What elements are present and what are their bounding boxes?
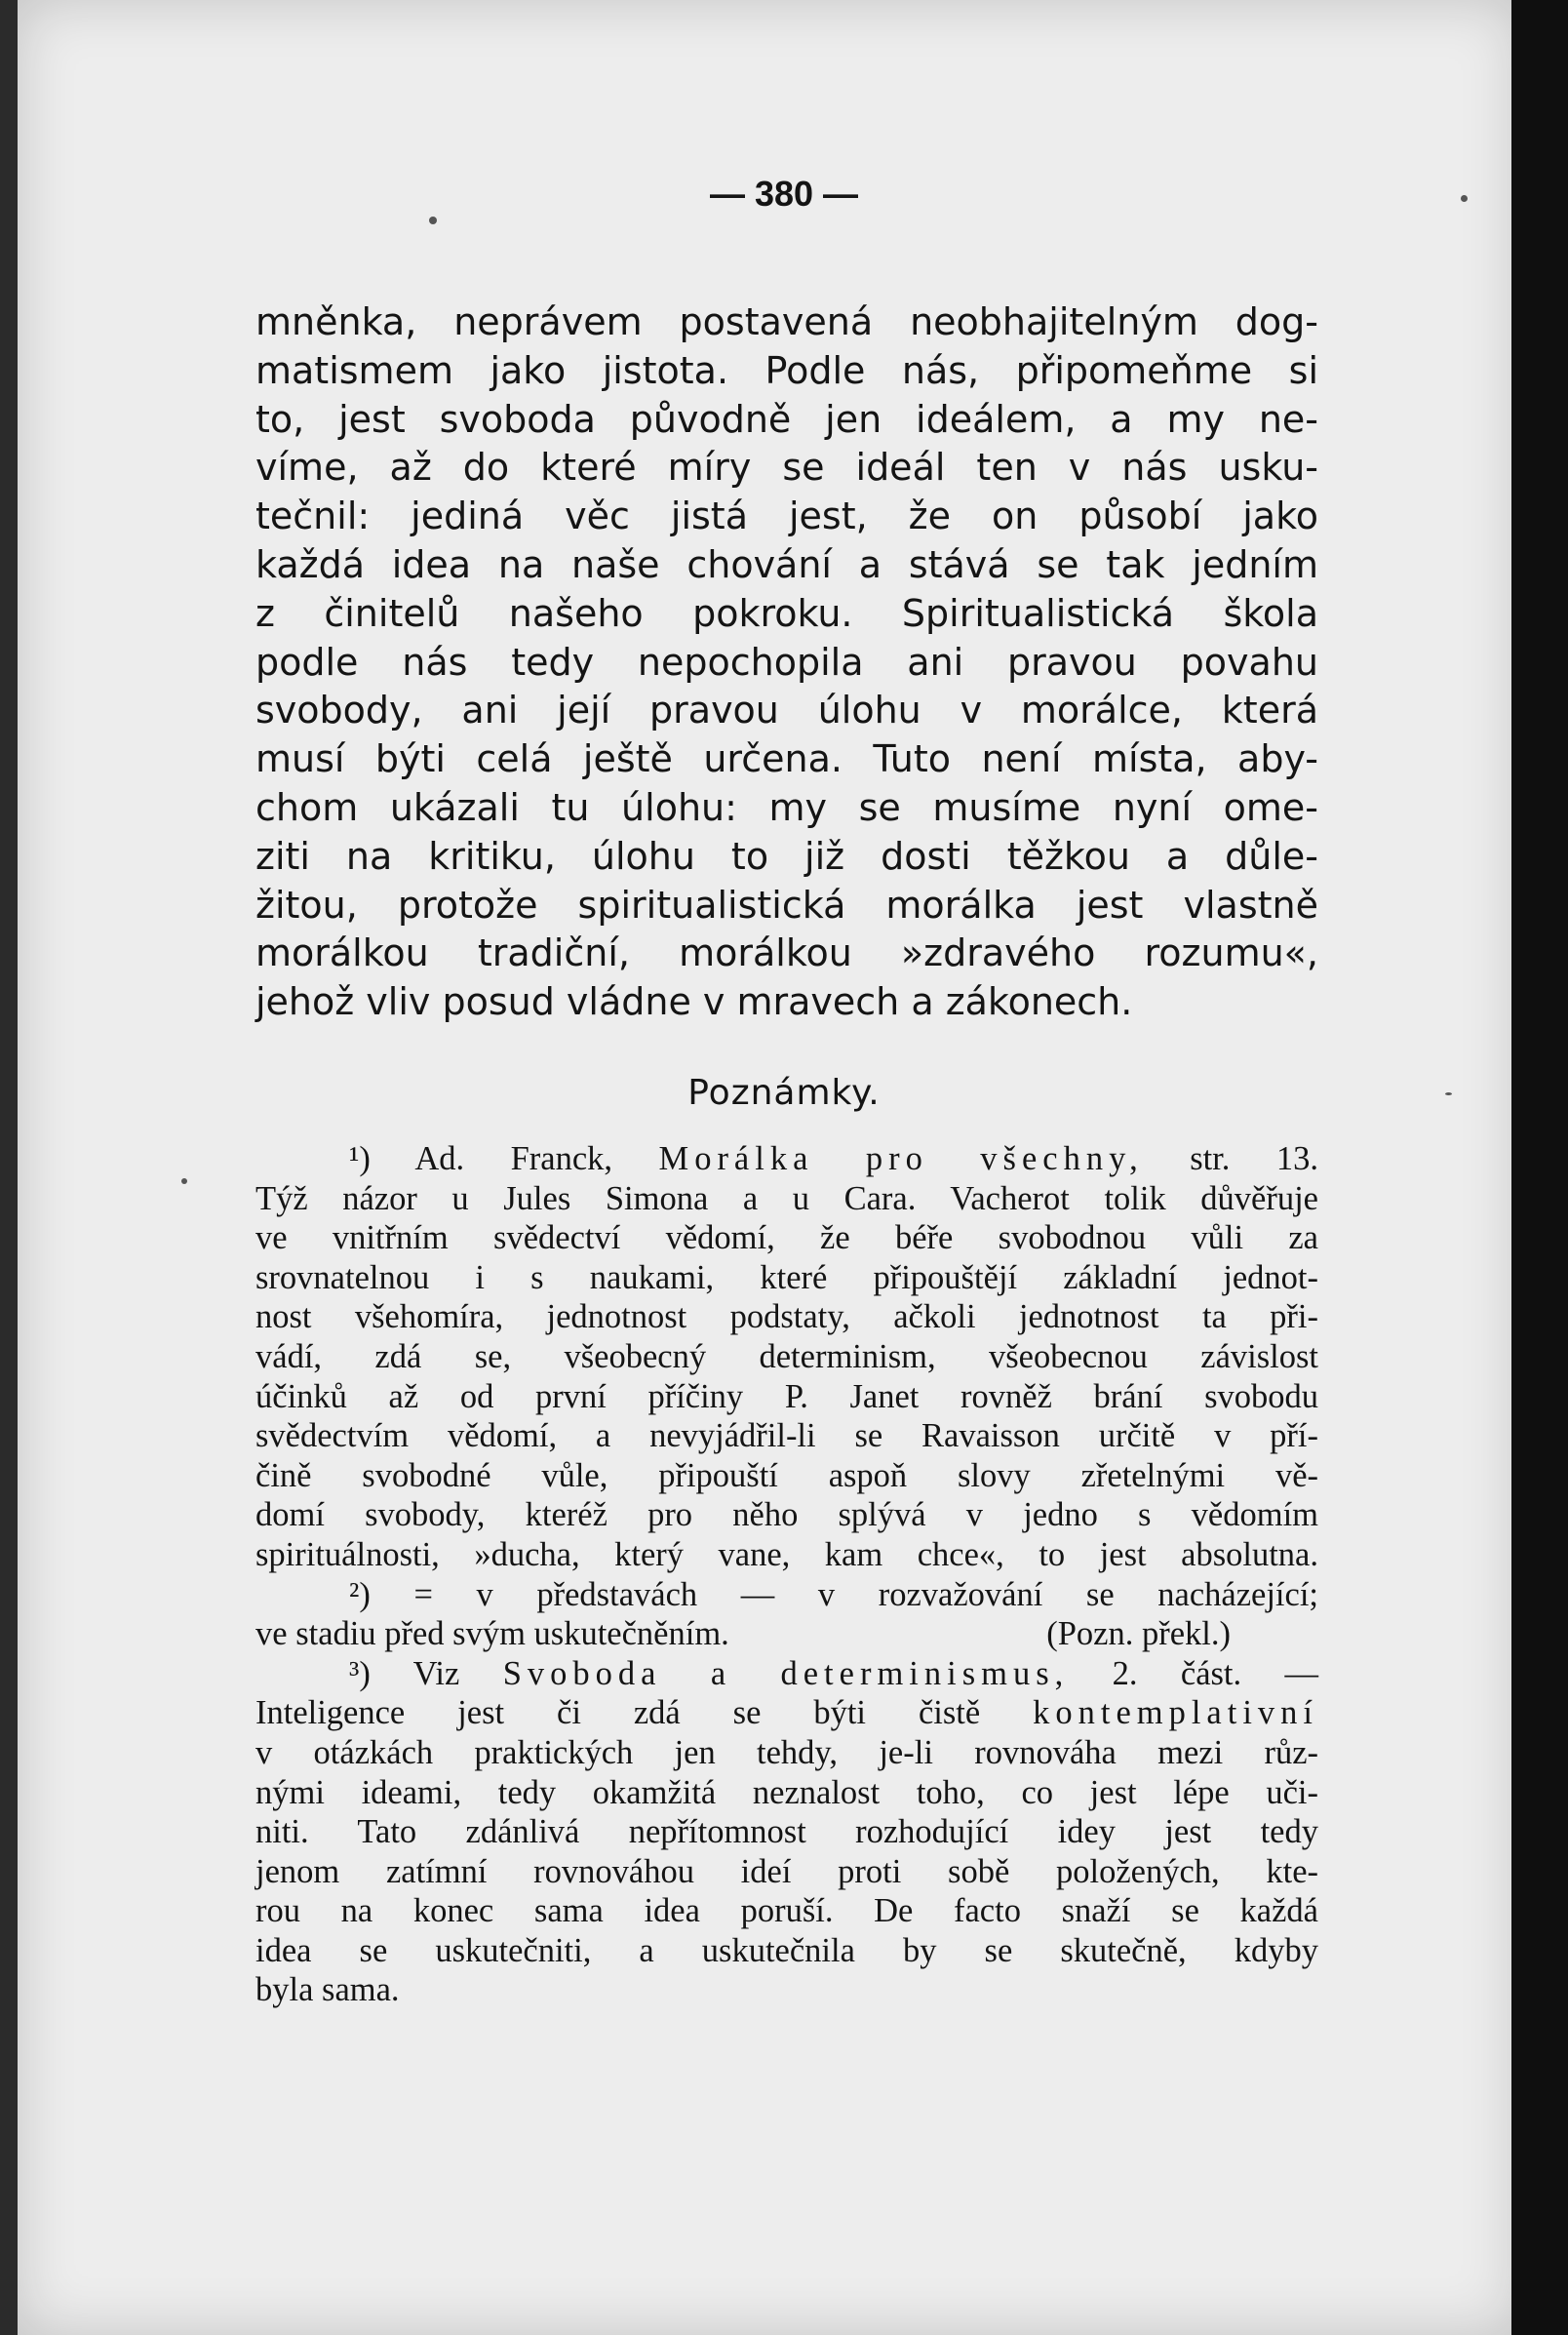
footnote-line: vádí, zdá se, všeobecný determinism, všeobecnou závislost bbox=[255, 1337, 1318, 1375]
text-line: podle nás tedy nepochopila ani pravou povahu bbox=[255, 640, 1318, 684]
text-line: matismem jako jistota. Podle nás, připomeňme si bbox=[255, 348, 1318, 392]
footnote-line: domí svobody, kteréž pro něho splývá v jedno s vědomím bbox=[255, 1496, 1318, 1534]
notes-heading: Poznámky. bbox=[687, 1073, 881, 1113]
footnote-line: spirituálnosti, »ducha, který vane, kam chce«, to jest absolutna. bbox=[255, 1535, 1318, 1573]
text-line: tečnil: jediná věc jistá jest, že on působí jako bbox=[255, 495, 1318, 538]
footnote-line: Týž názor u Jules Simona a u Cara. Vacherot tolik důvěřuje bbox=[255, 1179, 1318, 1217]
footnote-line: čině svobodné vůle, připouští aspoň slovy zřetelnými vě- bbox=[255, 1456, 1318, 1494]
footnote-line: nost všehomíra, jednotnost podstaty, ačkoli jednotnost ta při- bbox=[255, 1298, 1318, 1336]
text-line: jehož vliv posud vládne v mravech a zákonech. bbox=[255, 980, 1133, 1024]
footnote-line: svědectvím vědomí, a nevyjádřil-li se Ravaisson určitě v pří- bbox=[255, 1417, 1318, 1455]
text-line: musí býti celá ještě určena. Tuto není místa, aby- bbox=[255, 737, 1318, 781]
footnote-3-cont: 2. část. — bbox=[1112, 1654, 1319, 1692]
paper-speck bbox=[429, 217, 437, 224]
text-line: to, jest svoboda původně jen ideálem, a my ne- bbox=[255, 397, 1318, 441]
text-line: ziti na kritiku, úlohu to již dosti těžkou a důle- bbox=[255, 834, 1318, 878]
footnote-1-cont: str. 13. bbox=[1190, 1140, 1318, 1177]
text-line: víme, až do které míry se ideál ten v nás usku- bbox=[255, 446, 1318, 490]
footnote-2-first-line: ²) = v představách — v rozvažování se nacházející; bbox=[349, 1575, 1318, 1613]
footnote-line: v otázkách praktických jen tehdy, je-li rovnováha mezi růz- bbox=[255, 1733, 1318, 1771]
footnote-2-second-line bbox=[255, 1614, 1318, 1654]
footnote-3-first-line bbox=[255, 1654, 1318, 1694]
paper-speck bbox=[181, 1178, 187, 1184]
text-line: z činitelů našeho pokroku. Spiritualistická škola bbox=[255, 591, 1318, 635]
text-line: každá idea na naše chování a stává se tak jedním bbox=[255, 542, 1318, 586]
footnote-line: rou na konec sama idea poruší. De facto snaží se každá bbox=[255, 1892, 1318, 1930]
page-edge-shadow bbox=[1511, 0, 1568, 2335]
text-line: morálkou tradiční, morálkou »zdravého rozumu«, bbox=[255, 931, 1318, 975]
footnote-line: srovnatelnou i s naukami, které připouštějí základní jednot- bbox=[255, 1258, 1318, 1296]
footnote-3-line2-a: Inteligence jest či zdá se býti čistě bbox=[255, 1694, 981, 1732]
footnote-2-text: ve stadiu před svým uskutečněním. bbox=[255, 1615, 729, 1653]
page-number: — 380 — bbox=[709, 174, 859, 214]
text-line: žitou, protože spiritualistická morálka jest vlastně bbox=[255, 883, 1318, 927]
footnote-3-marker: ³) Viz bbox=[349, 1654, 460, 1692]
footnote-3-title: Svoboda a determinismus, bbox=[502, 1654, 1070, 1692]
footnotes bbox=[255, 1139, 1318, 2010]
footnote-line: účinků až od první příčiny P. Janet rovněž brání svobodu bbox=[255, 1377, 1318, 1415]
footnote-3-line2-b: kontemplativní bbox=[1033, 1694, 1318, 1732]
footnote-line: byla sama. bbox=[255, 1971, 400, 2009]
footnote-line: jenom zatímní rovnováhou ideí proti sobě položených, kte- bbox=[255, 1852, 1318, 1890]
footnote-1-marker: ¹) Ad. Franck, bbox=[349, 1140, 613, 1177]
main-text bbox=[255, 298, 1318, 1027]
footnote-1-first-line bbox=[255, 1139, 1318, 1179]
text-line: mněnka, neprávem postavená neobhajitelným dog- bbox=[255, 300, 1318, 343]
footnote-line: niti. Tato zdánlivá nepřítomnost rozhodující idey jest tedy bbox=[255, 1813, 1318, 1851]
text-line: chom ukázali tu úlohu: my se musíme nyní ome- bbox=[255, 785, 1318, 829]
footnote-line: ve vnitřním svědectví vědomí, že béře svobodnou vůli za bbox=[255, 1219, 1318, 1257]
footnote-2-translator-note: (Pozn. překl.) bbox=[1046, 1615, 1231, 1653]
footnote-3-second-line bbox=[255, 1693, 1318, 1733]
footnote-1-title: Morálka pro všechny, bbox=[658, 1140, 1144, 1177]
footnote-line: nými ideami, tedy okamžitá neznalost toho, co jest lépe uči- bbox=[255, 1773, 1318, 1811]
footnote-line: idea se uskutečniti, a uskutečnila by se skutečně, kdyby bbox=[255, 1931, 1318, 1969]
text-line: svobody, ani její pravou úlohu v morálce, která bbox=[255, 689, 1318, 732]
